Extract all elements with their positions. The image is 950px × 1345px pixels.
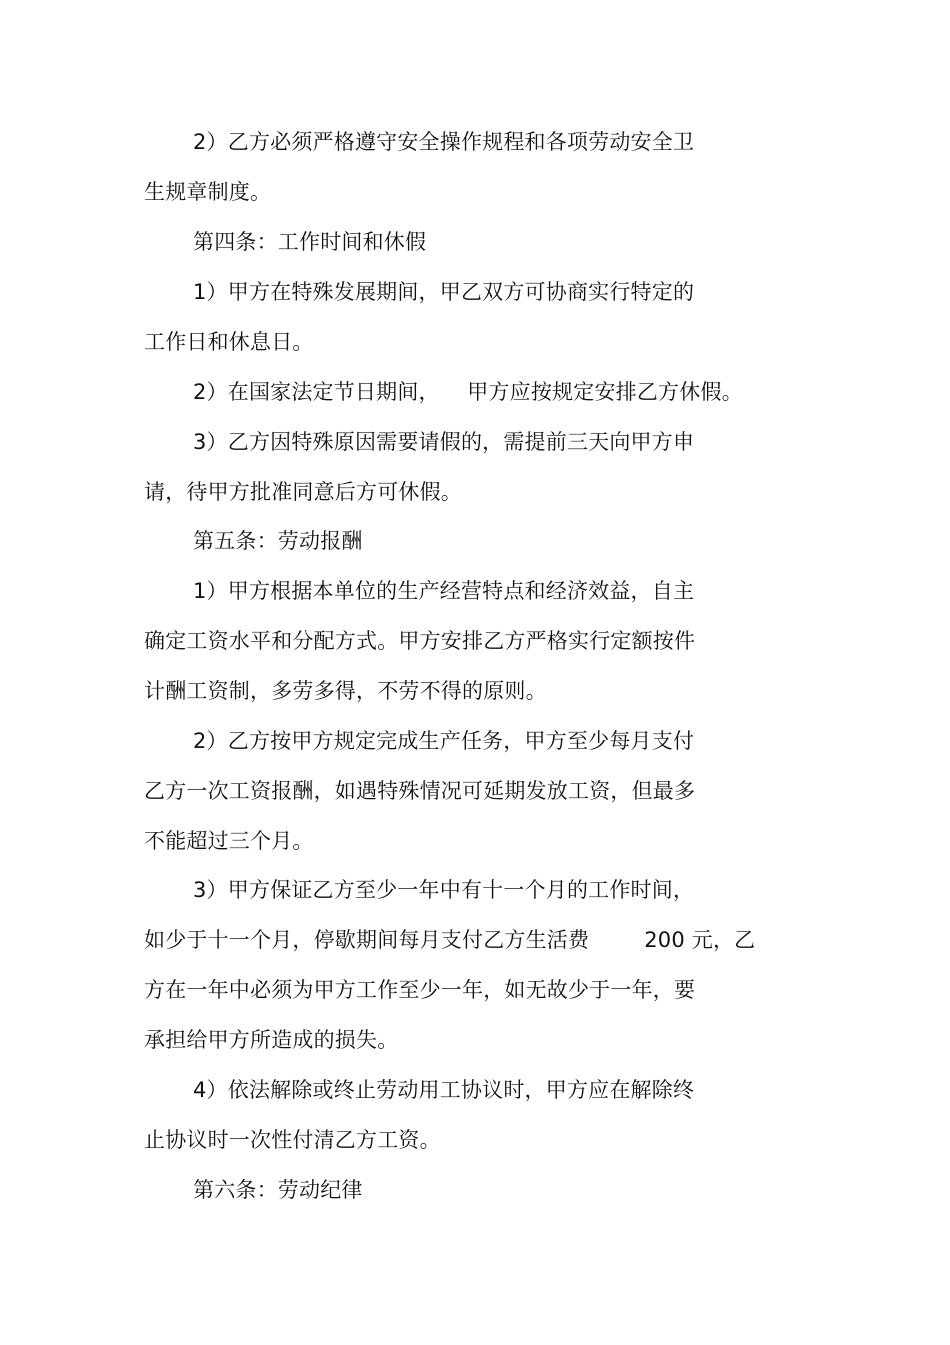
paragraph-line: 乙方一次工资报酬，如遇特殊情况可延期发放工资，但最多: [144, 779, 696, 803]
paragraph-line: 2）在国家法定节日期间， 甲方应按规定安排乙方休假。: [193, 380, 743, 404]
section-heading: 第五条：劳动报酬: [193, 529, 363, 553]
paragraph-line: 请，待甲方批准同意后方可休假。: [144, 480, 462, 504]
section-heading: 第六条：劳动纪律: [193, 1178, 363, 1202]
paragraph-line: 承担给甲方所造成的损失。: [144, 1028, 399, 1052]
paragraph-line: 4）依法解除或终止劳动用工协议时，甲方应在解除终: [193, 1078, 695, 1102]
paragraph-line: 3）乙方因特殊原因需要请假的，需提前三天向甲方申: [193, 430, 695, 454]
paragraph-line: 止协议时一次性付清乙方工资。: [144, 1128, 441, 1152]
paragraph-line: 3）甲方保证乙方至少一年中有十一个月的工作时间，: [193, 878, 695, 902]
paragraph-line: 生规章制度。: [144, 180, 272, 204]
paragraph-line: 工作日和休息日。: [144, 330, 314, 354]
section-heading: 第四条：工作时间和休假: [193, 230, 427, 254]
paragraph-line: 确定工资水平和分配方式。甲方安排乙方严格实行定额按件: [144, 629, 696, 653]
paragraph-line: 1）甲方根据本单位的生产经营特点和经济效益，自主: [193, 579, 695, 603]
paragraph-line: 2）乙方必须严格遵守安全操作规程和各项劳动安全卫: [193, 130, 695, 154]
paragraph-line: 1）甲方在特殊发展期间，甲乙双方可协商实行特定的: [193, 280, 695, 304]
paragraph-line: 2）乙方按甲方规定完成生产任务，甲方至少每月支付: [193, 729, 695, 753]
paragraph-line: 不能超过三个月。: [144, 829, 314, 853]
paragraph-line: 计酬工资制，多劳多得，不劳不得的原则。: [144, 679, 547, 703]
paragraph-line: 如少于十一个月，停歇期间每月支付乙方生活费 200 元，乙: [144, 928, 756, 952]
paragraph-line: 方在一年中必须为甲方工作至少一年，如无故少于一年，要: [144, 978, 696, 1002]
